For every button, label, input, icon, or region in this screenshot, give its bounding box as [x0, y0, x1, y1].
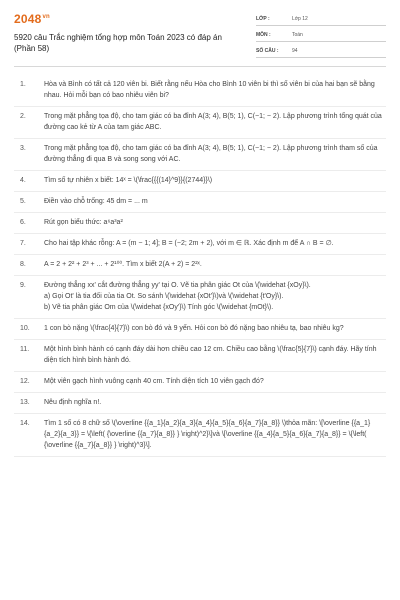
question-item — [14, 213, 386, 234]
question-item — [14, 107, 386, 139]
question-item — [14, 255, 386, 276]
question-item — [14, 139, 386, 171]
question-text: Tìm 1 số có 8 chữ số \(\overline {{a_1}{a_2}{a_3}{a_4}{a_5}{a_6}{a_7}{a_8}} \)thỏa mãn: \[\overline {{a_1}{a_2}{a_3}} = \{\left( {\overline {{a_7}{a_8}} } \right)^2}\]và \[\overline {{a_4}{a_5}{a_6}{a_7}{a_8}} = \{\left( {\overline {{a_7}{a_8}} } \right)^3}\]. — [44, 420, 371, 449]
header-divider — [14, 66, 386, 67]
question-text: Rút gọn biểu thức: a⁶a³a² — [44, 219, 123, 226]
question-number: 12. — [20, 378, 30, 385]
question-number: 11. — [20, 346, 30, 353]
question-text: Trong mặt phẳng tọa độ, cho tam giác có ba đỉnh A(3; 4), B(5; 1), C(−1; − 2). Lập phương trình tham số của đường thẳng đi qua B và song song với AC. — [44, 145, 378, 163]
question-number: 7. — [20, 240, 26, 247]
question-text: Hòa và Bình có tất cả 120 viên bi. Biết rằng nếu Hòa cho Bình 10 viên bi thì số viên bi của hai bạn sẽ bằng nhau. Hỏi mỗi bạn có bao nhiêu viên bi? — [44, 81, 375, 99]
question-item — [14, 75, 386, 107]
question-item — [14, 414, 386, 457]
meta-key: MÔN : — [256, 32, 271, 38]
question-number: 14. — [20, 420, 30, 427]
question-item — [14, 276, 386, 319]
question-text: Nêu định nghĩa n!. — [44, 399, 102, 406]
logo-main: 2048 — [14, 12, 42, 26]
meta-key: SỐ CÂU : — [256, 48, 279, 54]
question-text: Cho hai tập khác rỗng: A = (m − 1; 4]; B = (−2; 2m + 2), với m ∈ ℝ. Xác định m để A ∩ B = ∅. — [44, 240, 334, 247]
meta-row-subject — [256, 29, 386, 42]
question-item — [14, 171, 386, 192]
question-number: 1. — [20, 81, 26, 88]
question-number: 2. — [20, 113, 26, 120]
question-item — [14, 192, 386, 213]
meta-row-count — [256, 45, 386, 58]
site-logo[interactable] — [14, 10, 244, 26]
question-number: 5. — [20, 198, 26, 205]
document-title: 5920 câu Trắc nghiệm tổng hợp môn Toán 2023 có đáp án (Phần 58) — [14, 33, 222, 53]
question-list — [14, 75, 386, 457]
meta-value: Toán — [292, 32, 303, 38]
page-header — [14, 10, 386, 62]
meta-value: Lớp 12 — [292, 16, 308, 22]
logo-sub: vn — [42, 14, 50, 20]
question-text: 1 con bò nặng \(\frac{4}{7}\) con bò đó và 9 yến. Hỏi con bò đó nặng bao nhiêu tạ, bao nhiêu kg? — [44, 325, 344, 332]
question-number: 6. — [20, 219, 26, 226]
brand-block — [14, 10, 244, 54]
question-text: Đường thẳng xx' cắt đường thẳng yy' tại O. Vẽ tia phân giác Ot của \(\widehat {xOy}\). a) Gọi Ot' là tia đối của tia Ot. So sánh \(\widehat {xOt'}\)và \(\widehat {t'Oy}\). b) Vẽ tia phân giác Om của \(\widehat {xOy'}\) Tính góc \(\widehat {mOt}\). — [44, 282, 311, 311]
meta-info — [256, 13, 386, 58]
meta-key: LỚP : — [256, 16, 270, 22]
question-text: Một hình bình hành có cạnh đáy dài hơn chiều cao 12 cm. Chiều cao bằng \(\frac{5}{7}\) cạnh đáy. Hãy tính diện tích hình bình hành đó. — [44, 346, 377, 364]
question-number: 9. — [20, 282, 26, 289]
question-text: Tìm số tự nhiên x biết: 14ˣ = \(\frac{{{(14}^9}}{(2744}}\) — [44, 177, 213, 184]
question-text: Một viên gạch hình vuông cạnh 40 cm. Tính diện tích 10 viên gạch đó? — [44, 378, 264, 385]
question-text: A = 2 + 2² + 2³ + ... + 2¹⁰⁰. Tìm x biết 2(A + 2) = 2²ˣ. — [44, 261, 202, 268]
question-text: Điền vào chỗ trống: 45 dm = ... m — [44, 198, 148, 205]
question-number: 4. — [20, 177, 26, 184]
question-item — [14, 234, 386, 255]
question-number: 8. — [20, 261, 26, 268]
question-item — [14, 393, 386, 414]
question-number: 3. — [20, 145, 26, 152]
meta-row-class — [256, 13, 386, 26]
meta-value: 94 — [292, 48, 298, 54]
question-item — [14, 319, 386, 340]
question-text: Trong mặt phẳng tọa độ, cho tam giác có ba đỉnh A(3; 4), B(5; 1), C(−1; − 2). Lập phương trình tổng quát của đường cao kẻ từ A của tam giác ABC. — [44, 113, 382, 131]
question-item — [14, 340, 386, 372]
question-number: 10. — [20, 325, 30, 332]
question-number: 13. — [20, 399, 30, 406]
question-item — [14, 372, 386, 393]
